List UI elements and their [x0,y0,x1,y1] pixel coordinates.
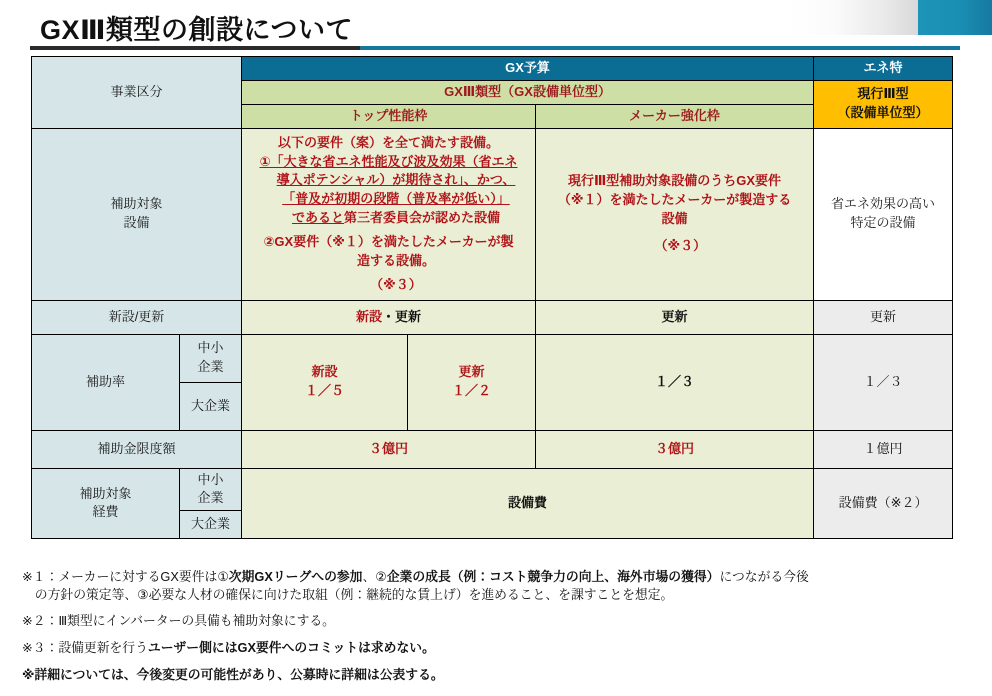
cell-subsidy-cap-top: ３億円 [242,430,536,468]
header-ene-toku: エネ特 [814,57,953,81]
footnote-2: ※２：Ⅲ類型にインバーターの具備も補助対象にする。 [22,613,335,629]
sublabel-sme-cost-line1: 中小 [197,471,224,487]
table-row-new-or-update [32,300,953,334]
footnote-1-part2: 、② [362,569,387,584]
header-current-type3-line1: 現行Ⅲ型 [857,86,909,102]
table-row-subsidy-rate-sme [32,334,953,382]
cell-subsidy-rate-maker: １／３ [536,334,814,430]
footnote-4 [22,666,982,684]
new-or-update-gx3-red: 新設 [356,308,383,324]
new-or-update-gx3-black: ・更新 [382,308,422,324]
sublabel-sme [180,334,242,382]
footnote-1-bold2: 企業の成長（例：コスト競争力の向上、海外市場の獲得） [386,569,720,584]
cell-new-or-update-maker: 更新 [536,300,814,334]
table-row-subsidy-cap [32,430,953,468]
teal-block [918,0,992,35]
header-gx3-category: GXⅢ類型（GX設備単位型） [242,80,814,104]
ene-equipment-line2: 特定の設備 [850,215,916,231]
gx3-requirement-2b: 造する設備。 [356,252,435,268]
footnote-4-text: ※詳細については、今後変更の可能性があり、公募時に詳細は公表する。 [22,666,444,682]
gx3-requirement-1a: ①「大きな省エネ性能及び波及効果（省エネ [259,153,518,169]
footnote-3-part1: ※３：設備更新を行う [22,639,148,655]
row-label-target-equipment [32,128,242,300]
sublabel-sme-cost [180,468,242,511]
page-title: GXⅢ類型の創設について [40,15,353,45]
header-gx-budget: GX予算 [242,57,814,81]
footnote-1 [22,568,982,603]
maker-requirement-line3: 設備 [661,211,688,227]
cell-target-equipment-gx3 [242,128,536,300]
sublabel-sme-line2: 企業 [197,359,224,375]
gx3-requirement-1d-underlined: であると [291,210,344,226]
sublabel-large-enterprise: 大企業 [180,382,242,430]
row-label-subsidy-rate: 補助率 [32,334,180,430]
cell-eligible-cost-gx: 設備費 [242,468,814,539]
row-label-eligible-cost-line1: 補助対象 [79,485,132,501]
footnote-1-bold1: 次期GXリーグへの参加 [228,569,363,584]
gradient-bar [788,0,918,35]
cell-eligible-cost-ene: 設備費（※２） [814,468,953,539]
cell-new-or-update-ene: 更新 [814,300,953,334]
gx3-requirement-1d-rest: 第三者委員会が認めた設備 [343,210,500,226]
gx3-requirement-1b: 導入ポテンシャル）が期待され」、かつ、 [276,172,516,188]
row-label-target-equipment-line1: 補助対象 [110,196,163,212]
ene-equipment-line1: 省エネ効果の高い [831,196,936,212]
gx3-requirement-2a: ②GX要件（※１）を満たしたメーカーが製 [263,233,514,249]
subsidy-rate-top-new-label: 新設 [311,364,338,380]
sublabel-sme-cost-line2: 企業 [197,490,224,506]
subsidy-rate-top-new-value: １／５ [305,383,345,399]
table-row-target-equipment [32,128,953,300]
row-label-eligible-cost-line2: 経費 [92,504,119,520]
row-label-new-or-update: 新設/更新 [32,300,242,334]
table-row-eligible-cost-sme [32,468,953,511]
cell-subsidy-cap-ene: １億円 [814,430,953,468]
cell-target-equipment-maker [536,128,814,300]
gx3-requirement-note3: （※３） [370,276,422,292]
subsidy-rate-top-update-value: １／２ [452,383,492,399]
gx3-requirement-intro: 以下の要件（案）を全て満たす設備。 [278,134,500,150]
maker-requirement-line1: 現行Ⅲ型補助対象設備のうちGX要件 [567,173,782,189]
header-maker-strengthening-frame: メーカー強化枠 [536,104,814,128]
row-label-target-equipment-line2: 設備 [123,215,150,231]
maker-requirement-line2: （※１）を満たしたメーカーが製造する [557,192,792,208]
cell-subsidy-rate-top-update [408,334,536,430]
comparison-table [31,56,953,539]
table-header-row-1 [32,57,953,81]
footnote-1-part1: ※１：メーカーに対するGX要件は① [22,569,229,584]
header-top-performance-frame: トップ性能枠 [242,104,536,128]
title-rule [30,46,960,50]
footnote-1-part4: の方針の策定等、③必要な人材の確保に向けた取組（例：継続的な賃上げ）を進めること、を課すことを想定。 [34,586,674,602]
row-label-subsidy-cap: 補助金限度額 [32,430,242,468]
footnotes [22,568,982,692]
maker-requirement-note3: （※３） [654,237,707,253]
cell-subsidy-rate-ene: １／３ [814,334,953,430]
sublabel-large-enterprise-cost: 大企業 [180,511,242,539]
subsidy-rate-top-update-label: 更新 [458,364,485,380]
footnote-3-bold1: ユーザー側にはGX要件へのコミットは求めない。 [147,639,435,655]
rule-left-segment [30,46,360,50]
header-current-type3-line2: （設備単位型） [837,105,929,121]
cell-subsidy-cap-maker: ３億円 [536,430,814,468]
rule-right-segment [360,46,960,50]
spacer [540,229,809,237]
gx3-requirement-1c: 「普及が初期の段階（普及率が低い）」 [282,191,510,207]
row-label-eligible-cost [32,468,180,539]
header-current-type3 [814,80,953,128]
header-business-category: 事業区分 [32,57,242,129]
cell-subsidy-rate-top-new [242,334,408,430]
cell-target-equipment-ene [814,128,953,300]
sublabel-sme-line1: 中小 [197,340,224,356]
footnote-1-part3: につながる今後 [719,569,809,584]
cell-new-or-update-gx3 [242,300,536,334]
footnote-3 [22,639,982,657]
